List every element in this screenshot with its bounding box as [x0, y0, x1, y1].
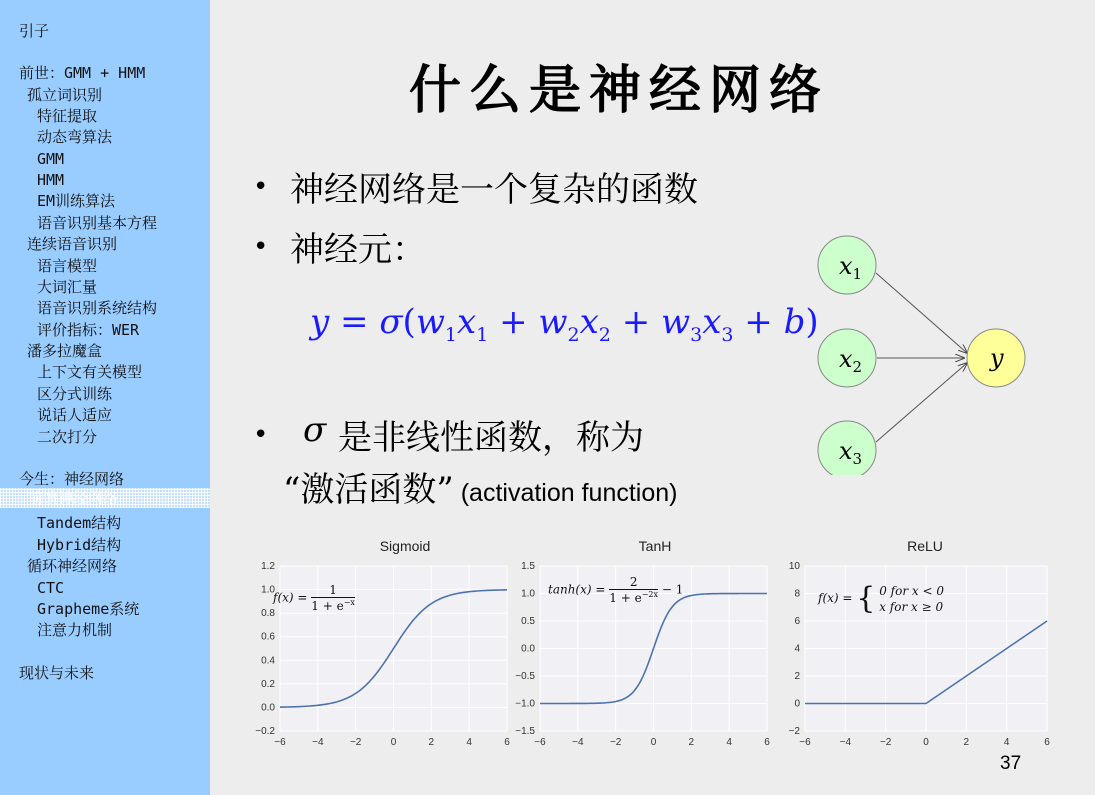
y-tick-label: −2 — [788, 726, 800, 737]
x-tick-label: 2 — [428, 737, 435, 748]
x-tick-label: 4 — [466, 737, 472, 748]
sidebar-item-speaker-adapt[interactable]: 说话人适应 — [37, 406, 113, 424]
formula-plus: + — [610, 302, 661, 342]
formula-w: w — [538, 302, 568, 342]
formula-equals: = — [329, 302, 380, 342]
formula-y: y — [310, 302, 330, 342]
bullet-complex-function: 神经网络是一个复杂的函数 — [290, 170, 698, 210]
tanh-tail: − 1 — [661, 582, 684, 597]
chart-title-sigmoid: Sigmoid — [379, 538, 431, 554]
sidebar-item-attention[interactable]: 注意力机制 — [37, 621, 113, 639]
x-tick-label: −2 — [349, 737, 362, 748]
formula-sub: 1 — [444, 323, 458, 346]
x-tick-label: 4 — [726, 737, 732, 748]
sigmoid-num: 1 — [311, 583, 355, 598]
sidebar-item-gmm[interactable]: GMM — [37, 150, 65, 168]
relu-lhs: f(x) = — [818, 591, 853, 605]
tanh-exp: −2x — [641, 590, 658, 599]
sidebar-item-rescoring[interactable]: 二次打分 — [37, 428, 98, 446]
x-tick-label: −4 — [572, 737, 584, 748]
x-tick-label: 0 — [650, 737, 657, 748]
formula-sub: 3 — [721, 323, 734, 346]
x-tick-label: −2 — [609, 737, 622, 748]
x-tick-label: −2 — [879, 737, 892, 748]
relu-brace: { — [856, 581, 876, 616]
x-tick-label: 6 — [504, 737, 510, 748]
sidebar-item-system-structure[interactable]: 语音识别系统结构 — [37, 299, 158, 317]
x-tick-label: −6 — [799, 737, 811, 748]
relu-case2: x for x ≥ 0 — [879, 599, 944, 614]
y-tick-label: 1.0 — [261, 584, 275, 596]
formula-sub: 2 — [567, 323, 580, 346]
sidebar-item-isolated-word[interactable]: 孤立词识别 — [27, 86, 103, 104]
slide-title: 什么是神经网络 — [409, 60, 830, 121]
tanh-den: 1 + e — [609, 591, 642, 605]
neuron-formula — [310, 302, 819, 346]
x-tick-label: 4 — [1003, 737, 1010, 748]
y-tick-label: 0.5 — [521, 616, 535, 627]
formula-plus: + — [733, 302, 784, 342]
sigmoid-den: 1 + e — [311, 599, 344, 613]
y-tick-label: 4 — [794, 643, 800, 655]
sidebar-item-dtw[interactable]: 动态弯算法 — [37, 128, 113, 146]
sidebar-item-nn-section[interactable]: 今生：神经网络 — [19, 470, 125, 488]
y-tick-label: 8 — [794, 588, 800, 600]
edge-x1-y — [876, 273, 967, 353]
edge-x3-y — [876, 363, 967, 442]
x-tick-label: 0 — [923, 737, 929, 748]
sidebar-item-context-model[interactable]: 上下文有关模型 — [37, 363, 143, 381]
x-tick-label: 0 — [390, 737, 397, 748]
y-tick-label: 0.8 — [261, 608, 275, 620]
bullet-dot: • — [253, 420, 269, 450]
sidebar-item-hybrid[interactable]: Hybrid结构 — [37, 536, 122, 554]
page-number: 37 — [1000, 753, 1022, 774]
node-label-x2: $x_2$ — [839, 345, 863, 376]
formula-w: w — [661, 302, 691, 342]
x-tick-label: 6 — [1044, 737, 1050, 748]
sidebar-item-gmm-hmm-section[interactable]: 前世：GMM + HMM — [19, 64, 146, 82]
formula-x: x — [702, 302, 722, 342]
sigma-symbol: σ — [303, 410, 327, 450]
sidebar-item-hmm[interactable]: HMM — [37, 171, 65, 189]
sidebar-item-pandora[interactable]: 潘多拉魔盒 — [27, 342, 103, 360]
x-tick-label: −6 — [274, 737, 286, 748]
sidebar-item-discriminative[interactable]: 区分式训练 — [37, 385, 113, 403]
formula-sigmoid — [273, 583, 355, 613]
sidebar-item-grapheme[interactable]: Grapheme系统 — [37, 600, 140, 618]
tanh-lhs: tanh(x) = — [548, 582, 606, 597]
formula-sub: 2 — [598, 323, 611, 346]
formula-b: b — [783, 302, 806, 342]
activation-english: (activation function) — [453, 479, 678, 507]
x-tick-label: 6 — [764, 737, 770, 748]
x-tick-label: 2 — [688, 737, 695, 748]
formula-sigma: σ — [379, 302, 403, 342]
y-tick-label: −0.2 — [255, 726, 275, 737]
bullet-nonlinear: 是非线性函数，称为 — [338, 418, 644, 458]
chart-title-relu: ReLU — [907, 538, 943, 554]
bullet-dot: • — [253, 232, 269, 262]
tanh-num: 2 — [609, 575, 658, 590]
y-tick-label: −1.0 — [515, 698, 535, 710]
sigmoid-lhs: f(x) = — [273, 590, 308, 605]
sidebar-item-ctc[interactable]: CTC — [37, 579, 65, 597]
formula-plus: + — [488, 302, 539, 342]
formula-x: x — [579, 302, 599, 342]
sidebar-item-language-model[interactable]: 语言模型 — [37, 257, 98, 275]
sidebar-item-future[interactable]: 现状与未来 — [19, 664, 95, 682]
y-tick-label: 10 — [788, 561, 800, 572]
y-tick-label: 0.0 — [261, 702, 275, 714]
x-tick-label: −4 — [312, 737, 324, 748]
y-tick-label: −1.5 — [515, 726, 535, 737]
x-tick-label: −4 — [839, 737, 852, 748]
y-tick-label: 0.4 — [261, 655, 275, 667]
formula-w: w — [415, 302, 445, 342]
y-tick-label: 6 — [794, 616, 800, 627]
sigmoid-exp: −x — [343, 598, 355, 607]
bullet-dot: • — [253, 172, 269, 202]
x-tick-label: −6 — [534, 737, 546, 748]
y-tick-label: 1.0 — [521, 588, 535, 600]
node-label-x1: $x_1$ — [839, 252, 863, 283]
sidebar-item-large-vocab[interactable]: 大词汇量 — [37, 278, 98, 296]
relu-case1: 0 for x < 0 — [879, 583, 944, 598]
formula-tanh — [548, 575, 683, 605]
neuron-diagram — [810, 225, 1040, 475]
sidebar-item-tandem[interactable]: Tandem结构 — [37, 514, 122, 532]
node-label-x3: $x_3$ — [839, 437, 863, 468]
formula-sub: 1 — [476, 323, 489, 346]
slide-content — [210, 0, 1095, 795]
sidebar-item-feedforward-active[interactable]: 前馈神经网络 — [0, 488, 210, 508]
y-tick-label: 0.0 — [521, 643, 535, 655]
y-tick-label: 0 — [794, 698, 800, 710]
sidebar-item-intro[interactable]: 引子 — [19, 22, 50, 40]
formula-sub: 3 — [690, 323, 703, 346]
sidebar-item-basic-equation[interactable]: 语音识别基本方程 — [37, 214, 158, 232]
y-tick-label: 1.5 — [521, 561, 535, 572]
activation-function-line — [283, 462, 677, 511]
sidebar — [0, 0, 210, 795]
chart-title-tanh: TanH — [638, 538, 672, 554]
sidebar-item-continuous[interactable]: 连续语音识别 — [27, 235, 118, 253]
y-tick-label: 1.2 — [261, 561, 275, 572]
bullet-neuron: 神经元： — [290, 230, 426, 270]
formula-open-paren: ( — [402, 302, 416, 342]
y-tick-label: 0.2 — [261, 678, 275, 690]
sidebar-item-rnn[interactable]: 循环神经网络 — [27, 557, 118, 575]
y-tick-label: 2 — [794, 671, 800, 682]
activation-quote: “激活函数” — [283, 470, 454, 510]
sidebar-item-feature-extraction[interactable]: 特征提取 — [37, 107, 98, 125]
formula-x: x — [457, 302, 477, 342]
node-label-y: y — [990, 344, 1004, 372]
formula-close-paren: ) — [805, 302, 819, 342]
y-tick-label: −0.5 — [515, 671, 535, 682]
x-tick-label: 2 — [963, 737, 970, 748]
sidebar-item-wer[interactable]: 评价指标：WER — [37, 321, 140, 339]
y-tick-label: 0.6 — [261, 631, 275, 643]
sidebar-item-em[interactable]: EM训练算法 — [37, 192, 116, 210]
formula-relu — [818, 581, 944, 616]
